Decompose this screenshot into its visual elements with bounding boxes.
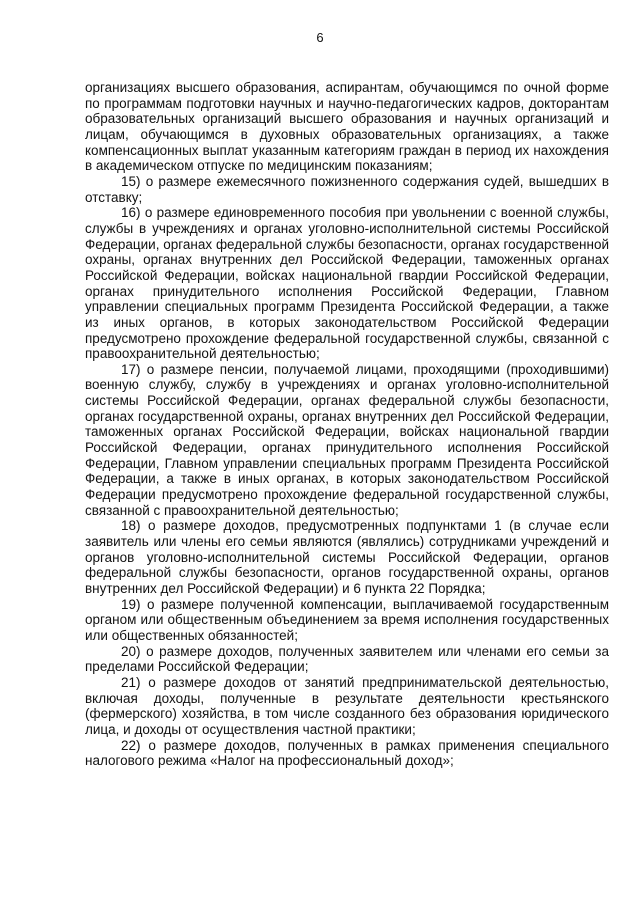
paragraph-item-21: 21) о размере доходов от занятий предпринимательской деятельностью, включая доходы, полученные в результате деятельности крестьянского (фермерского) хозяйства, в том числе созданного без образования юридического лица, и доходы от осуществления частной практики; (85, 674, 609, 737)
paragraph-item-22: 22) о размере доходов, полученных в рамках применения специального налогового режима «Налог на профессиональный доход»; (85, 737, 609, 769)
paragraph-item-15: 15) о размере ежемесячного пожизненного содержания судей, вышедших в отставку; (85, 173, 609, 205)
paragraph-item-19: 19) о размере полученной компенсации, выплачиваемой государственным органом или общественным объединением за время исполнения государственных или общественных обязанностей; (85, 596, 609, 643)
paragraph-item-16: 16) о размере единовременного пособия при увольнении с военной службы, службы в учреждениях и органах уголовно-исполнительной системы Российской Федерации, органах федеральной службы безопасности, органах государственной охраны, органах внутренних дел Российской Федерации, таможенных органах Российской Федерации, войсках национальной гвардии Российской Федерации, органах принудительного исполнения Российской Федерации, Главном управлении специальных программ Президента Российской Федерации, а также из иных органов, в которых законодательством Российской Федерации предусмотрено прохождение федеральной государственной службы, связанной с правоохранительной деятельностью; (85, 205, 609, 362)
page-number: 6 (316, 30, 324, 45)
paragraph-continuation: организациях высшего образования, аспирантам, обучающимся по очной форме по программам подготовки научных и научно-педагогических кадров, докторантам образовательных организаций высшего образования и научных организаций и лицам, обучающимся в духовных образовательных организациях, а также компенсационных выплат указанным категориям граждан в период их нахождения в академическом отпуске по медицинским показаниям; (85, 80, 609, 174)
paragraph-item-20: 20) о размере доходов, полученных заявителем или членами его семьи за пределами Российской Федерации; (85, 643, 609, 675)
document-body (85, 80, 609, 769)
paragraph-item-17: 17) о размере пенсии, получаемой лицами, проходящими (проходившими) военную службу, службу в учреждениях и органах уголовно-исполнительной системы Российской Федерации, органах федеральной службы безопасности, органах государственной охраны, органах внутренних дел Российской Федерации, таможенных органах Российской Федерации, войсках национальной гвардии Российской Федерации, органах принудительного исполнения Российской Федерации, Главном управлении специальных программ Президента Российской Федерации, а также в иных органах, в которых законодательством Российской Федерации предусмотрено прохождение федеральной государственной службы, связанной с правоохранительной деятельностью; (85, 361, 609, 518)
paragraph-item-18: 18) о размере доходов, предусмотренных подпунктами 1 (в случае если заявитель или члены его семьи являются (являлись) сотрудниками учреждений и органов уголовно-исполнительной системы Российской Федерации, органов федеральной службы безопасности, органов государственной охраны, органов внутренних дел Российской Федерации) и 6 пункта 22 Порядка; (85, 518, 609, 596)
